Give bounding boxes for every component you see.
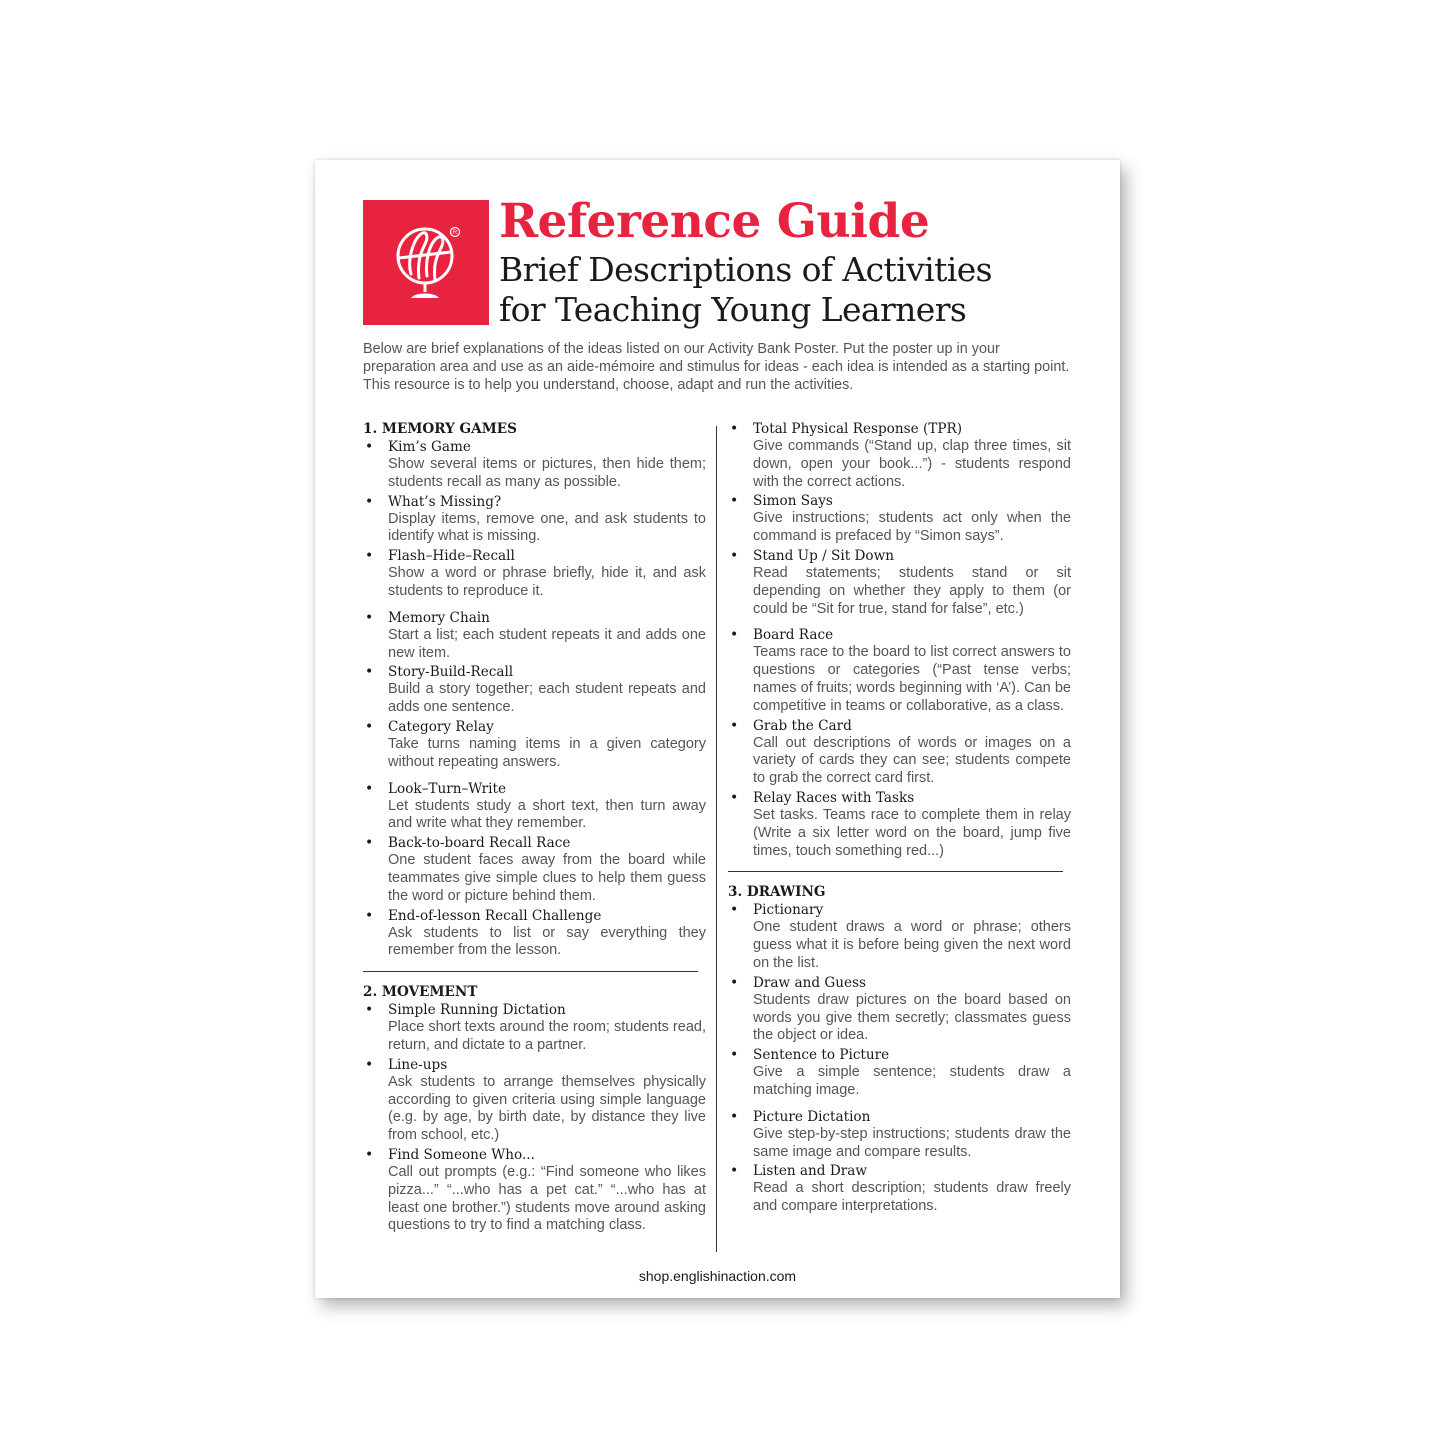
list-item bbox=[728, 626, 1071, 715]
left-column bbox=[363, 420, 706, 1236]
item-name: • Board Race bbox=[753, 627, 834, 644]
brand-logo bbox=[363, 200, 489, 325]
list-item bbox=[363, 780, 706, 834]
item-description: Call out prompts (e.g.: “Find someone who likes pizza...” “...who has a pet cat.” “...who has at least one brother.”) students move around asking questions to try to find a matching class. bbox=[388, 1163, 706, 1234]
item-description: Give a simple sentence; students draw a matching image. bbox=[753, 1064, 1071, 1098]
item-description: Take turns naming items in a given category without repeating answers. bbox=[388, 735, 706, 770]
item-description: Show a word or phrase briefly, hide it, and ask students to reproduce it. bbox=[388, 565, 706, 599]
memory-games-list bbox=[363, 438, 706, 960]
item-name: • What’s Missing? bbox=[388, 493, 502, 510]
item-name: • Stand Up / Sit Down bbox=[753, 547, 894, 564]
footer-url: shop.englishinaction.com bbox=[638, 1268, 797, 1284]
page-subtitle bbox=[499, 250, 992, 330]
item-name: • Pictionary bbox=[753, 902, 824, 919]
item-name: • Picture Dictation bbox=[753, 1108, 871, 1125]
item-description: Give instructions; students act only when the command is prefaced by “Simon says”. bbox=[753, 510, 1071, 545]
item-description: Show several items or pictures, then hide them; students recall as many as possible. bbox=[388, 456, 706, 490]
list-item bbox=[728, 974, 1071, 1045]
item-description: One student faces away from the board while teammates give simple clues to help them guess the word or picture behind them. bbox=[388, 852, 706, 904]
item-description: Start a list; each student repeats it and adds one new item. bbox=[388, 626, 706, 661]
item-name: • Look–Turn–Write bbox=[388, 780, 507, 797]
list-item bbox=[728, 420, 1071, 491]
list-item bbox=[728, 717, 1071, 788]
item-description: Read statements; students stand or sit depending on whether they apply to them (or could be “Sit for true, stand for false”, etc.) bbox=[753, 564, 1071, 617]
item-name: • Memory Chain bbox=[388, 609, 490, 626]
item-name: • Draw and Guess bbox=[753, 974, 866, 991]
list-item bbox=[363, 834, 706, 905]
list-item bbox=[363, 609, 706, 663]
subtitle-line-2: for Teaching Young Learners bbox=[499, 290, 967, 329]
item-name: • Flash–Hide–Recall bbox=[388, 548, 515, 565]
item-description: Display items, remove one, and ask students to identify what is missing. bbox=[388, 510, 706, 545]
item-name: • Total Physical Response (TPR) bbox=[753, 421, 963, 437]
item-name: • Listen and Draw bbox=[753, 1163, 867, 1180]
right-column bbox=[728, 420, 1071, 1217]
svg-text:R: R bbox=[452, 230, 458, 237]
movement-list bbox=[363, 1001, 706, 1235]
section-heading-drawing: 3. DRAWING bbox=[728, 884, 826, 901]
movement-list-continued bbox=[728, 420, 1071, 860]
item-name: • Grab the Card bbox=[753, 717, 852, 734]
list-item bbox=[728, 789, 1071, 860]
section-heading-memory-games: 1. MEMORY GAMES bbox=[363, 421, 517, 437]
item-description: Place short texts around the room; students read, return, and dictate to a partner. bbox=[388, 1019, 706, 1053]
item-description: Give step-by-step instructions; students draw the same image and compare results. bbox=[753, 1125, 1071, 1160]
item-description: One student draws a word or phrase; others guess what it is before being given the next word on the list. bbox=[753, 919, 1071, 971]
list-item bbox=[728, 492, 1071, 546]
section-divider bbox=[728, 871, 1063, 872]
list-item bbox=[728, 1162, 1071, 1216]
item-name: • Back-to-board Recall Race bbox=[388, 835, 571, 852]
item-description: Students draw pictures on the board based on words you give them secretly; classmates guess the object or idea. bbox=[753, 991, 1071, 1044]
reference-guide-sheet bbox=[315, 160, 1120, 1298]
list-item bbox=[363, 438, 706, 492]
list-item bbox=[363, 493, 706, 547]
item-description: Ask students to list or say everything they remember from the lesson. bbox=[388, 924, 706, 959]
item-name: • Simple Running Dictation bbox=[388, 1002, 566, 1019]
item-description: Build a story together; each student repeats and adds one sentence. bbox=[388, 681, 706, 716]
list-item bbox=[363, 663, 706, 717]
english-in-action-logo-icon bbox=[363, 200, 489, 325]
item-name: • Story-Build-Recall bbox=[388, 664, 514, 681]
item-description: Set tasks. Teams race to complete them in relay (Write a six letter word on the board, jump five times, touch something red...) bbox=[753, 806, 1071, 859]
page-title: Reference Guide bbox=[499, 194, 930, 249]
list-item bbox=[363, 907, 706, 961]
section-divider bbox=[363, 971, 698, 972]
item-name: • Line-ups bbox=[388, 1056, 448, 1073]
list-item bbox=[728, 1108, 1071, 1162]
list-item bbox=[728, 901, 1071, 972]
item-name: • Category Relay bbox=[388, 718, 494, 735]
item-description: Teams race to the board to list correct answers to questions or categories (“Past tense verbs; names of fruits; words beginning with ‘A’). Can be competitive in teams or collaborative, as a class. bbox=[753, 644, 1071, 714]
item-name: • End-of-lesson Recall Challenge bbox=[388, 907, 602, 924]
item-name: • Sentence to Picture bbox=[753, 1047, 890, 1064]
item-description: Call out descriptions of words or images on a variety of cards they can see; students compete to grab the correct card first. bbox=[753, 734, 1071, 787]
list-item bbox=[728, 1046, 1071, 1100]
list-item bbox=[363, 547, 706, 601]
item-name: • Simon Says bbox=[753, 493, 833, 510]
subtitle-line-1: Brief Descriptions of Activities bbox=[499, 250, 993, 289]
item-name: • Relay Races with Tasks bbox=[753, 789, 915, 806]
item-description: Read a short description; students draw freely and compare interpretations. bbox=[753, 1180, 1071, 1215]
intro-paragraph: Below are brief explanations of the ideas listed on our Activity Bank Poster. Put the poster up in your preparation area and use as an aide-mémoire and stimulus for ideas - each idea is intended as a starting point. This resource is to help you understand, choose, adapt and run the activities. bbox=[363, 341, 1070, 393]
section-heading-movement: 2. MOVEMENT bbox=[363, 984, 478, 1001]
list-item bbox=[363, 1056, 706, 1145]
list-item bbox=[728, 547, 1071, 618]
item-description: Ask students to arrange themselves physically according to given criteria using simple language (e.g. by age, by birth date, by distance they live from school, etc.) bbox=[388, 1073, 706, 1144]
list-item bbox=[363, 1001, 706, 1055]
column-divider bbox=[716, 426, 717, 1252]
item-description: Let students study a short text, then turn away and write what they remember. bbox=[388, 797, 706, 832]
list-item bbox=[363, 718, 706, 772]
item-description: Give commands (“Stand up, clap three times, sit down, open your book...”) - students respond with the correct actions. bbox=[753, 438, 1071, 490]
item-name: • Kim’s Game bbox=[388, 439, 471, 455]
drawing-list bbox=[728, 901, 1071, 1216]
list-item bbox=[363, 1146, 706, 1235]
item-name: • Find Someone Who... bbox=[388, 1146, 535, 1163]
